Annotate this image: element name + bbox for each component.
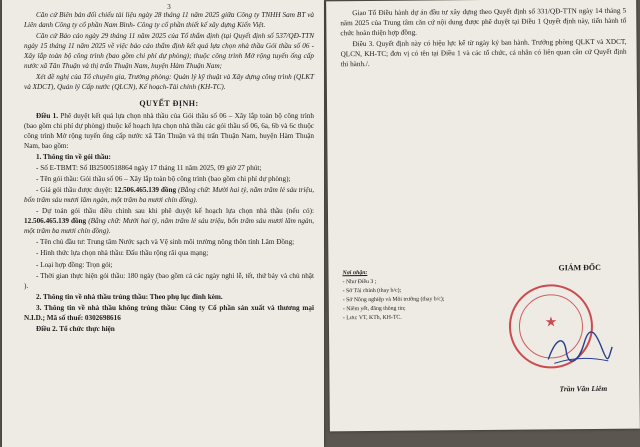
section-1-investor: - Tên chủ đầu tư: Trung tâm Nước sạch và Vệ sinh môi trường nông thôn tỉnh Lâm Đồng; (36, 238, 295, 247)
price-words: (Bằng chữ: Mười hai tỷ, năm trăm lẻ sáu triệu, bốn trăm sáu mươi lăm ngàn, một trăm ba mươi chín đồng). (24, 186, 315, 205)
article-3: Điều 3. Quyết định này có hiệu lực kể từ ngày ký ban hành. Trưởng phòng QLKT và XDCT, QLCN, KH-TC; đơn vị có tên tại Điều 1 và các tổ chức, cá nhân có liên quan căn cứ Quyết định thi hành./. (340, 37, 627, 69)
seal-star-icon: ★ (544, 315, 558, 331)
intro-paragraph-1: Căn cứ Biên bản đối chiếu tài liệu ngày 28 tháng 11 năm 2025 giữa Công ty TNHH Sam BT và Liên danh Công ty cổ phần Nam Bình- Công ty cổ phần thiết kế xây dựng Kiến Việt. (24, 11, 314, 29)
estimate-amount: 12.506.465.139 đồng (24, 217, 87, 226)
estimate-words: (Bằng chữ: Mười hai tỷ, năm trăm lẻ sáu triệu, bốn trăm sáu mươi lăm ngàn, một trăm ba mươi chín đồng). (24, 217, 315, 236)
section-1-etbmt: - Số E-TBMT: Số IB2500518864 ngày 17 tháng 11 năm 2025, 09 giờ 27 phút; (36, 163, 262, 172)
recipient-item: - Sở Tài chính (thay b/c); (342, 287, 402, 295)
article-2-heading: Điều 2. Tổ chức thực hiện (36, 324, 115, 333)
section-1-selection-method: - Hình thức lựa chọn nhà thầu: Đấu thầu rộng rãi qua mạng; (36, 249, 209, 258)
decision-heading: QUYẾT ĐỊNH: (139, 98, 199, 108)
section-3-losing-contractor: 3. Thông tin về nhà thầu không trúng thầu: Công ty Cổ phần sản xuất và thương mại N.I.D.; Mã số thuế: 0302698616 (24, 303, 314, 322)
recipients-heading: Nơi nhận: (342, 270, 368, 277)
section-1-contract-type: - Loại hợp đồng: Trọn gói; (36, 260, 113, 269)
article-1 (24, 112, 314, 152)
section-1-duration: - Thời gian thực hiện gói thầu: 180 ngày (bao gồm cả các ngày nghỉ lễ, tết, thứ bảy và chủ nhật ). (24, 271, 314, 290)
section-2-winning-contractor: 2. Thông tin về nhà thầu trúng thầu: Theo phụ lục đính kèm. (36, 292, 223, 301)
recipients-block (342, 268, 492, 323)
estimate-label: - Dự toán gói thầu điều chỉnh sau khi phê duyệt kế hoạch lựa chọn nhà thầu (nếu có): (36, 207, 314, 216)
recipient-item: - Như Điều 3 ; (342, 278, 377, 286)
recipient-item: - Niêm yết, đăng thông tin; (342, 305, 406, 313)
director-title: GIÁM ĐỐC (558, 262, 601, 273)
page-number: 3 (167, 3, 171, 11)
left-document-page (2, 0, 324, 447)
section-1-package-price (24, 186, 314, 206)
section-1-heading: 1. Thông tin về gói thầu: (36, 152, 111, 161)
right-paragraph-1: Giao Tổ Điều hành dự án đầu tư xây dựng theo Quyết định số 331/QĐ-TTN ngày 14 tháng 5 năm 2025 của Trung tâm căn cứ nội dung được phê duyệt tại Điều 1 Quyết định này, tiến hành tổ chức hoàn thiện hợp đồng. (340, 6, 627, 38)
right-document-page (326, 0, 640, 431)
recipient-item: - Sở Nông nghiệp và Môi trường (thay b/c); (342, 296, 445, 304)
recipient-item: - Lưu: VT, KTh, KH-TC. (342, 314, 402, 322)
intro-paragraph-3: Xét đề nghị của Tổ chuyên gia, Trưởng phòng: Quản lý kỹ thuật và Xây dựng công trình (QLKT và XDCT), Quản lý Cấp nước (QLCN), Kế hoạch-Tài chính (KH-TC). (24, 73, 314, 91)
handwritten-signature (544, 329, 614, 370)
section-1-package-name: - Tên gói thầu: Gói thầu số 06 – Xây lắp toàn bộ công trình (bao gồm chi phí dự phòng); (36, 175, 291, 184)
price-amount: 12.506.465.139 đồng (114, 186, 177, 195)
price-label: - Giá gói thầu được duyệt: (36, 186, 113, 195)
article-1-label: Điều 1. (36, 111, 59, 120)
article-1-text: Phê duyệt kết quả lựa chọn nhà thầu của Gói thầu số 06 – Xây lắp toàn bộ công trình (bao gồm chi phí dự phòng) thuộc kế hoạch lựa chọn nhà thầu các gói thầu số 06, 6a, 6b và 6c thuộc công trình Mở rộng tuyến ống cấp nước xã Tân Thuận và thị trấn Thuận Nam, huyện Hàm Thuận Nam, bao gồm: (24, 111, 315, 150)
section-1-adjusted-estimate (24, 207, 314, 237)
intro-paragraph-2: Căn cứ Báo cáo ngày 29 tháng 11 năm 2025 của Tổ thẩm định (tại Quyết định số 537/QĐ-TTN ngày 15 tháng 11 năm 2025 về việc bảo cáo thẩm định kết quả lựa chọn nhà thầu Gói thầu số 06 - Xây lắp toàn bộ công trình (bao gồm chi phí dự phòng); thuộc công trình Mở rộng tuyến ống cấp nước xã Tân Thuận và thị trấn Thuận Nam, huyện Hàm Thuận Nam; (24, 32, 314, 70)
director-name: Trần Văn Liêm (559, 383, 608, 394)
